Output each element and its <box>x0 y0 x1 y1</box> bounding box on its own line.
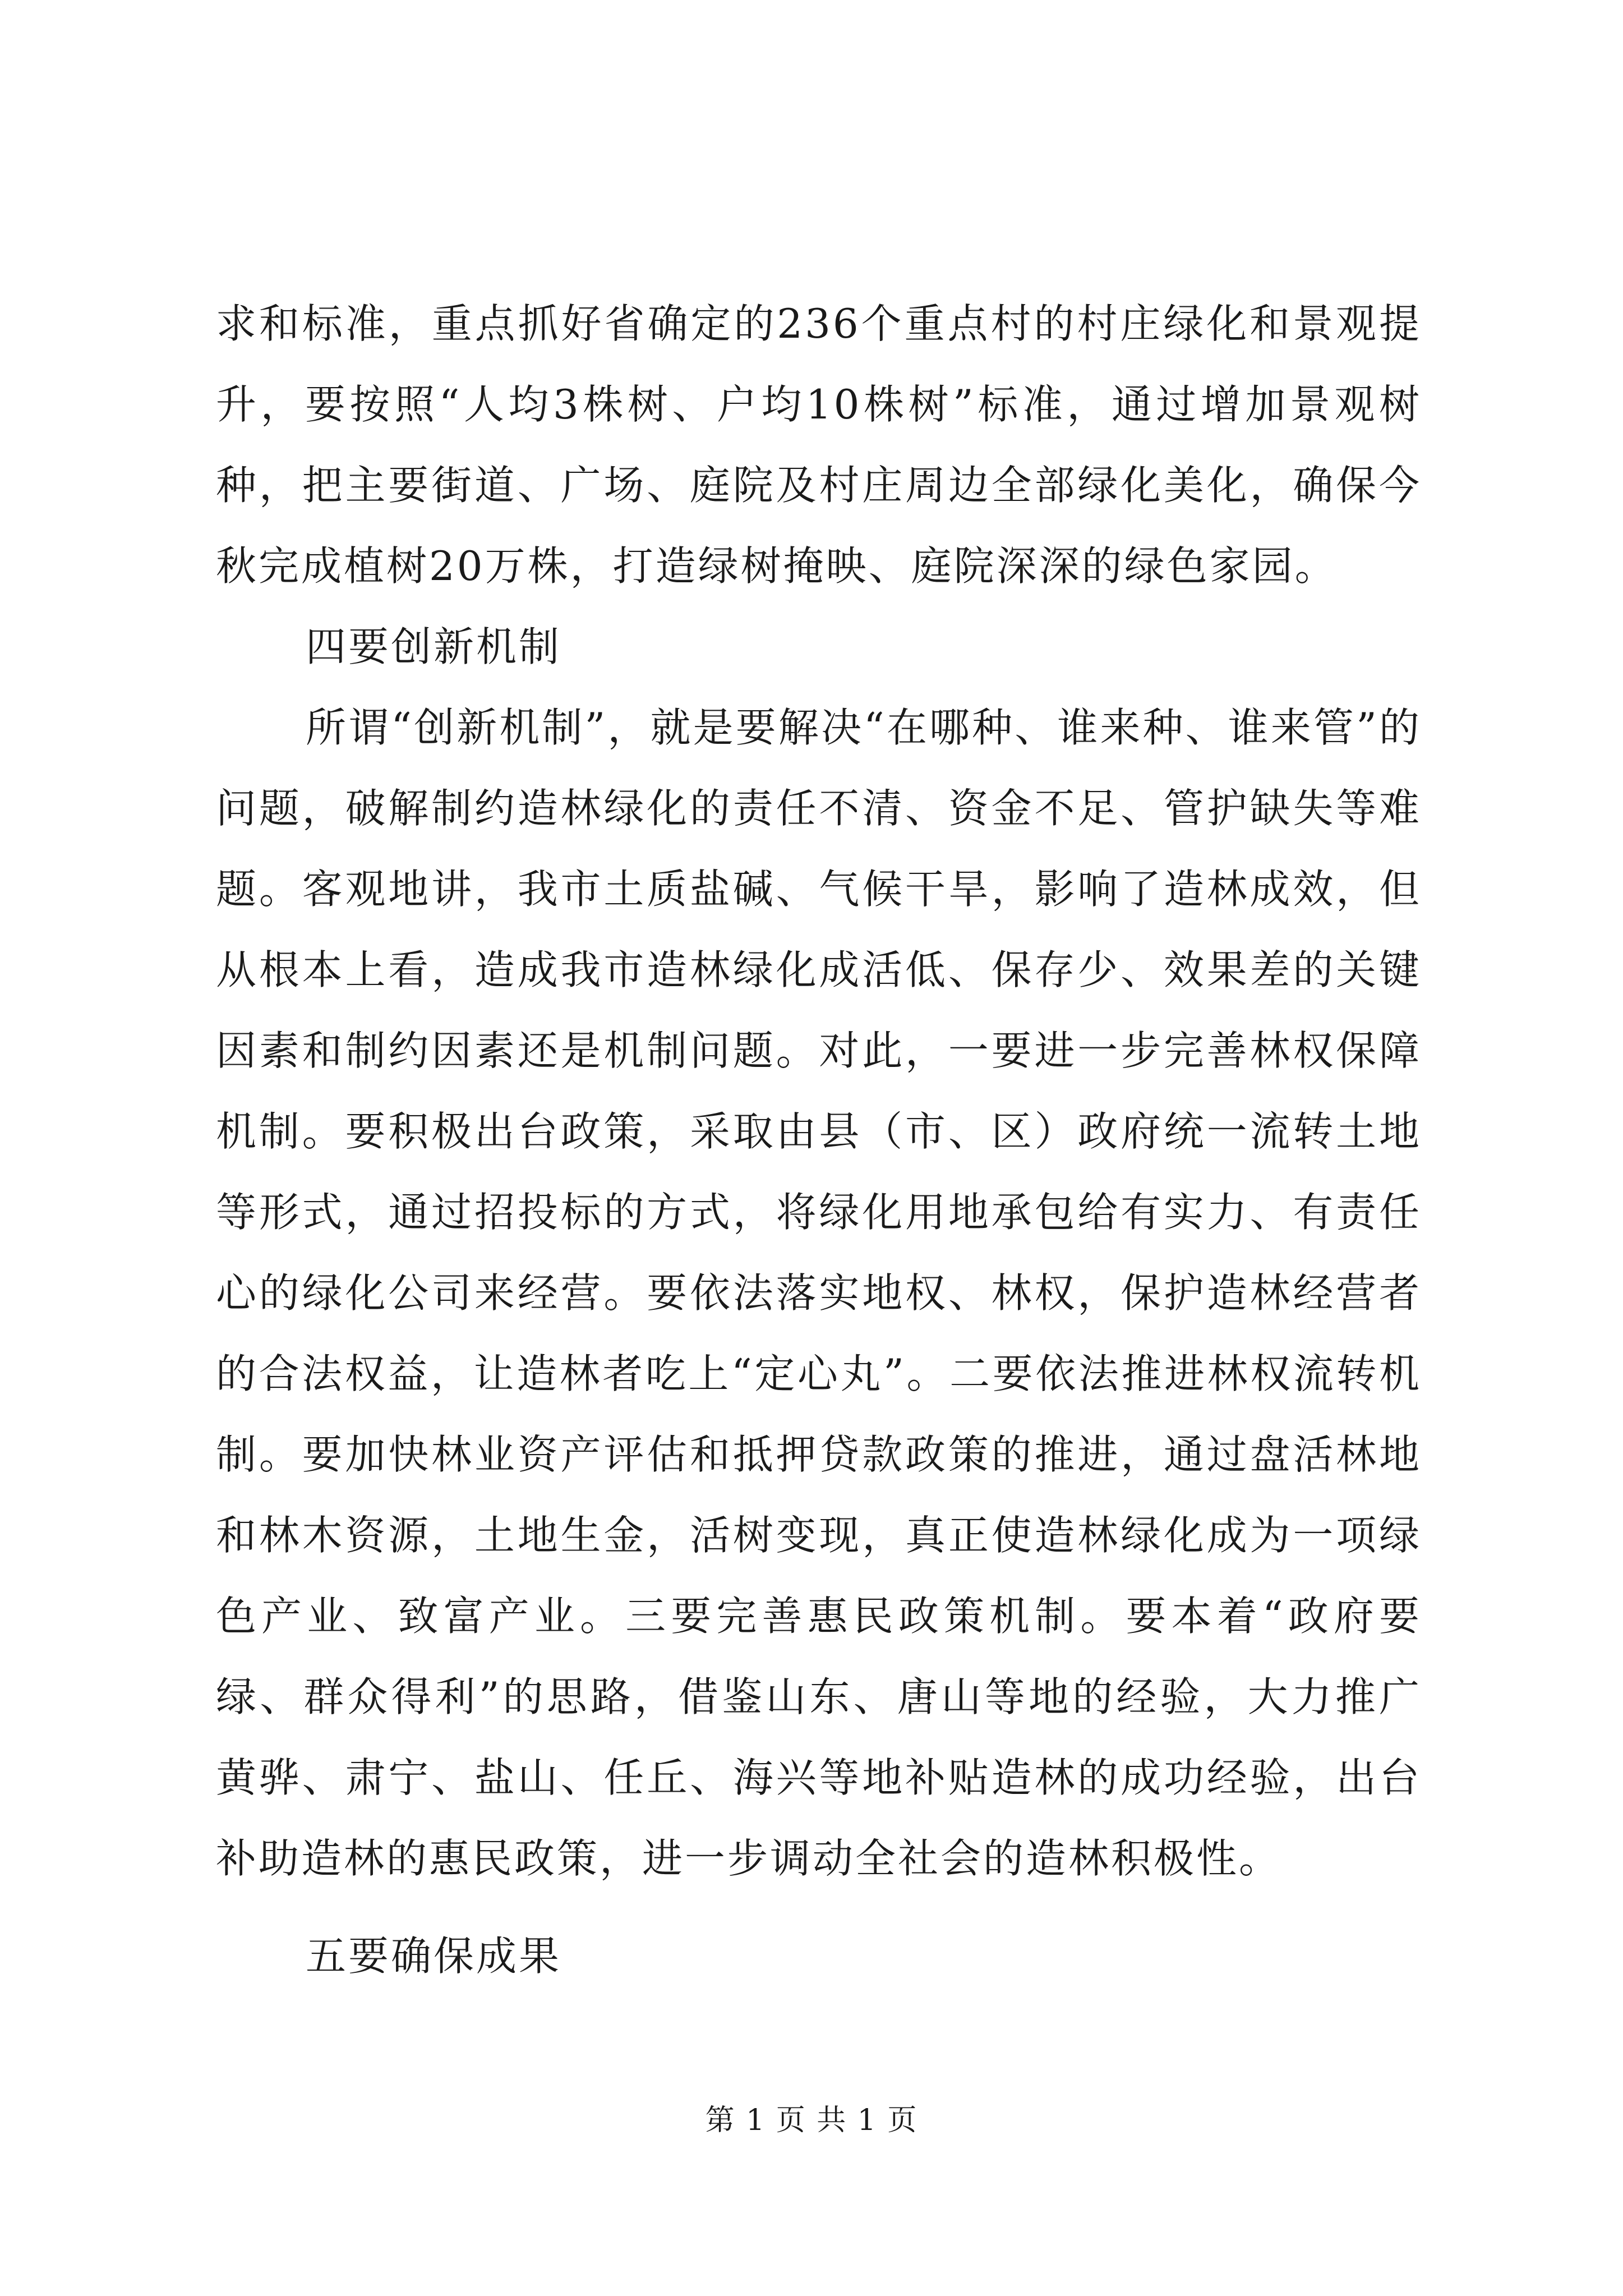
document-body <box>216 283 1422 1996</box>
page-footer: 第 1 页 共 1 页 <box>705 2104 918 2137</box>
paragraph-innovation-mechanism: 所谓“创新机制”，就是要解决“在哪种、谁来种、谁来管”的问题，破解制约造林绿化的责任不清、资金不足、管护缺失等难题。客观地讲，我市土质盐碱、气候干旱，影响了造林成效，但从根本上看，造成我市造林绿化成活低、保存少、效果差的关键因素和制约因素还是机制问题。对此，一要进一步完善林权保障机制。要积极出台政策，采取由县（市、区）政府统一流转土地等形式，通过招投标的方式，将绿化用地承包给有实力、有责任心的绿化公司来经营。要依法落实地权、林权，保护造林经营者的合法权益，让造林者吃上“定心丸”。二要依法推进林权流转机制。要加快林业资产评估和抵押贷款政策的推进，通过盘活林地和林木资源，土地生金，活树变现，真正使造林绿化成为一项绿色产业、致富产业。三要完善惠民政策机制。要本着“政府要绿、群众得利”的思路，借鉴山东、唐山等地的经验，大力推广黄骅、肃宁、盐山、任丘、海兴等地补贴造林的成功经验，出台补助造林的惠民政策，进一步调动全社会的造林积极性。 <box>216 704 1422 1882</box>
section-heading-four: 四要创新机制 <box>306 623 562 670</box>
section-heading-five: 五要确保成果 <box>306 1932 562 1980</box>
paragraph-spacer <box>216 1899 1422 1916</box>
paragraph-continued: 求和标准，重点抓好省确定的236个重点村的村庄绿化和景观提升，要按照“人均3株树、户均10株树”标准，通过增加景观树种，把主要街道、广场、庭院及村庄周边全部绿化美化，确保今秋完成植树20万株，打造绿树掩映、庭院深深的绿色家园。 <box>216 300 1422 590</box>
